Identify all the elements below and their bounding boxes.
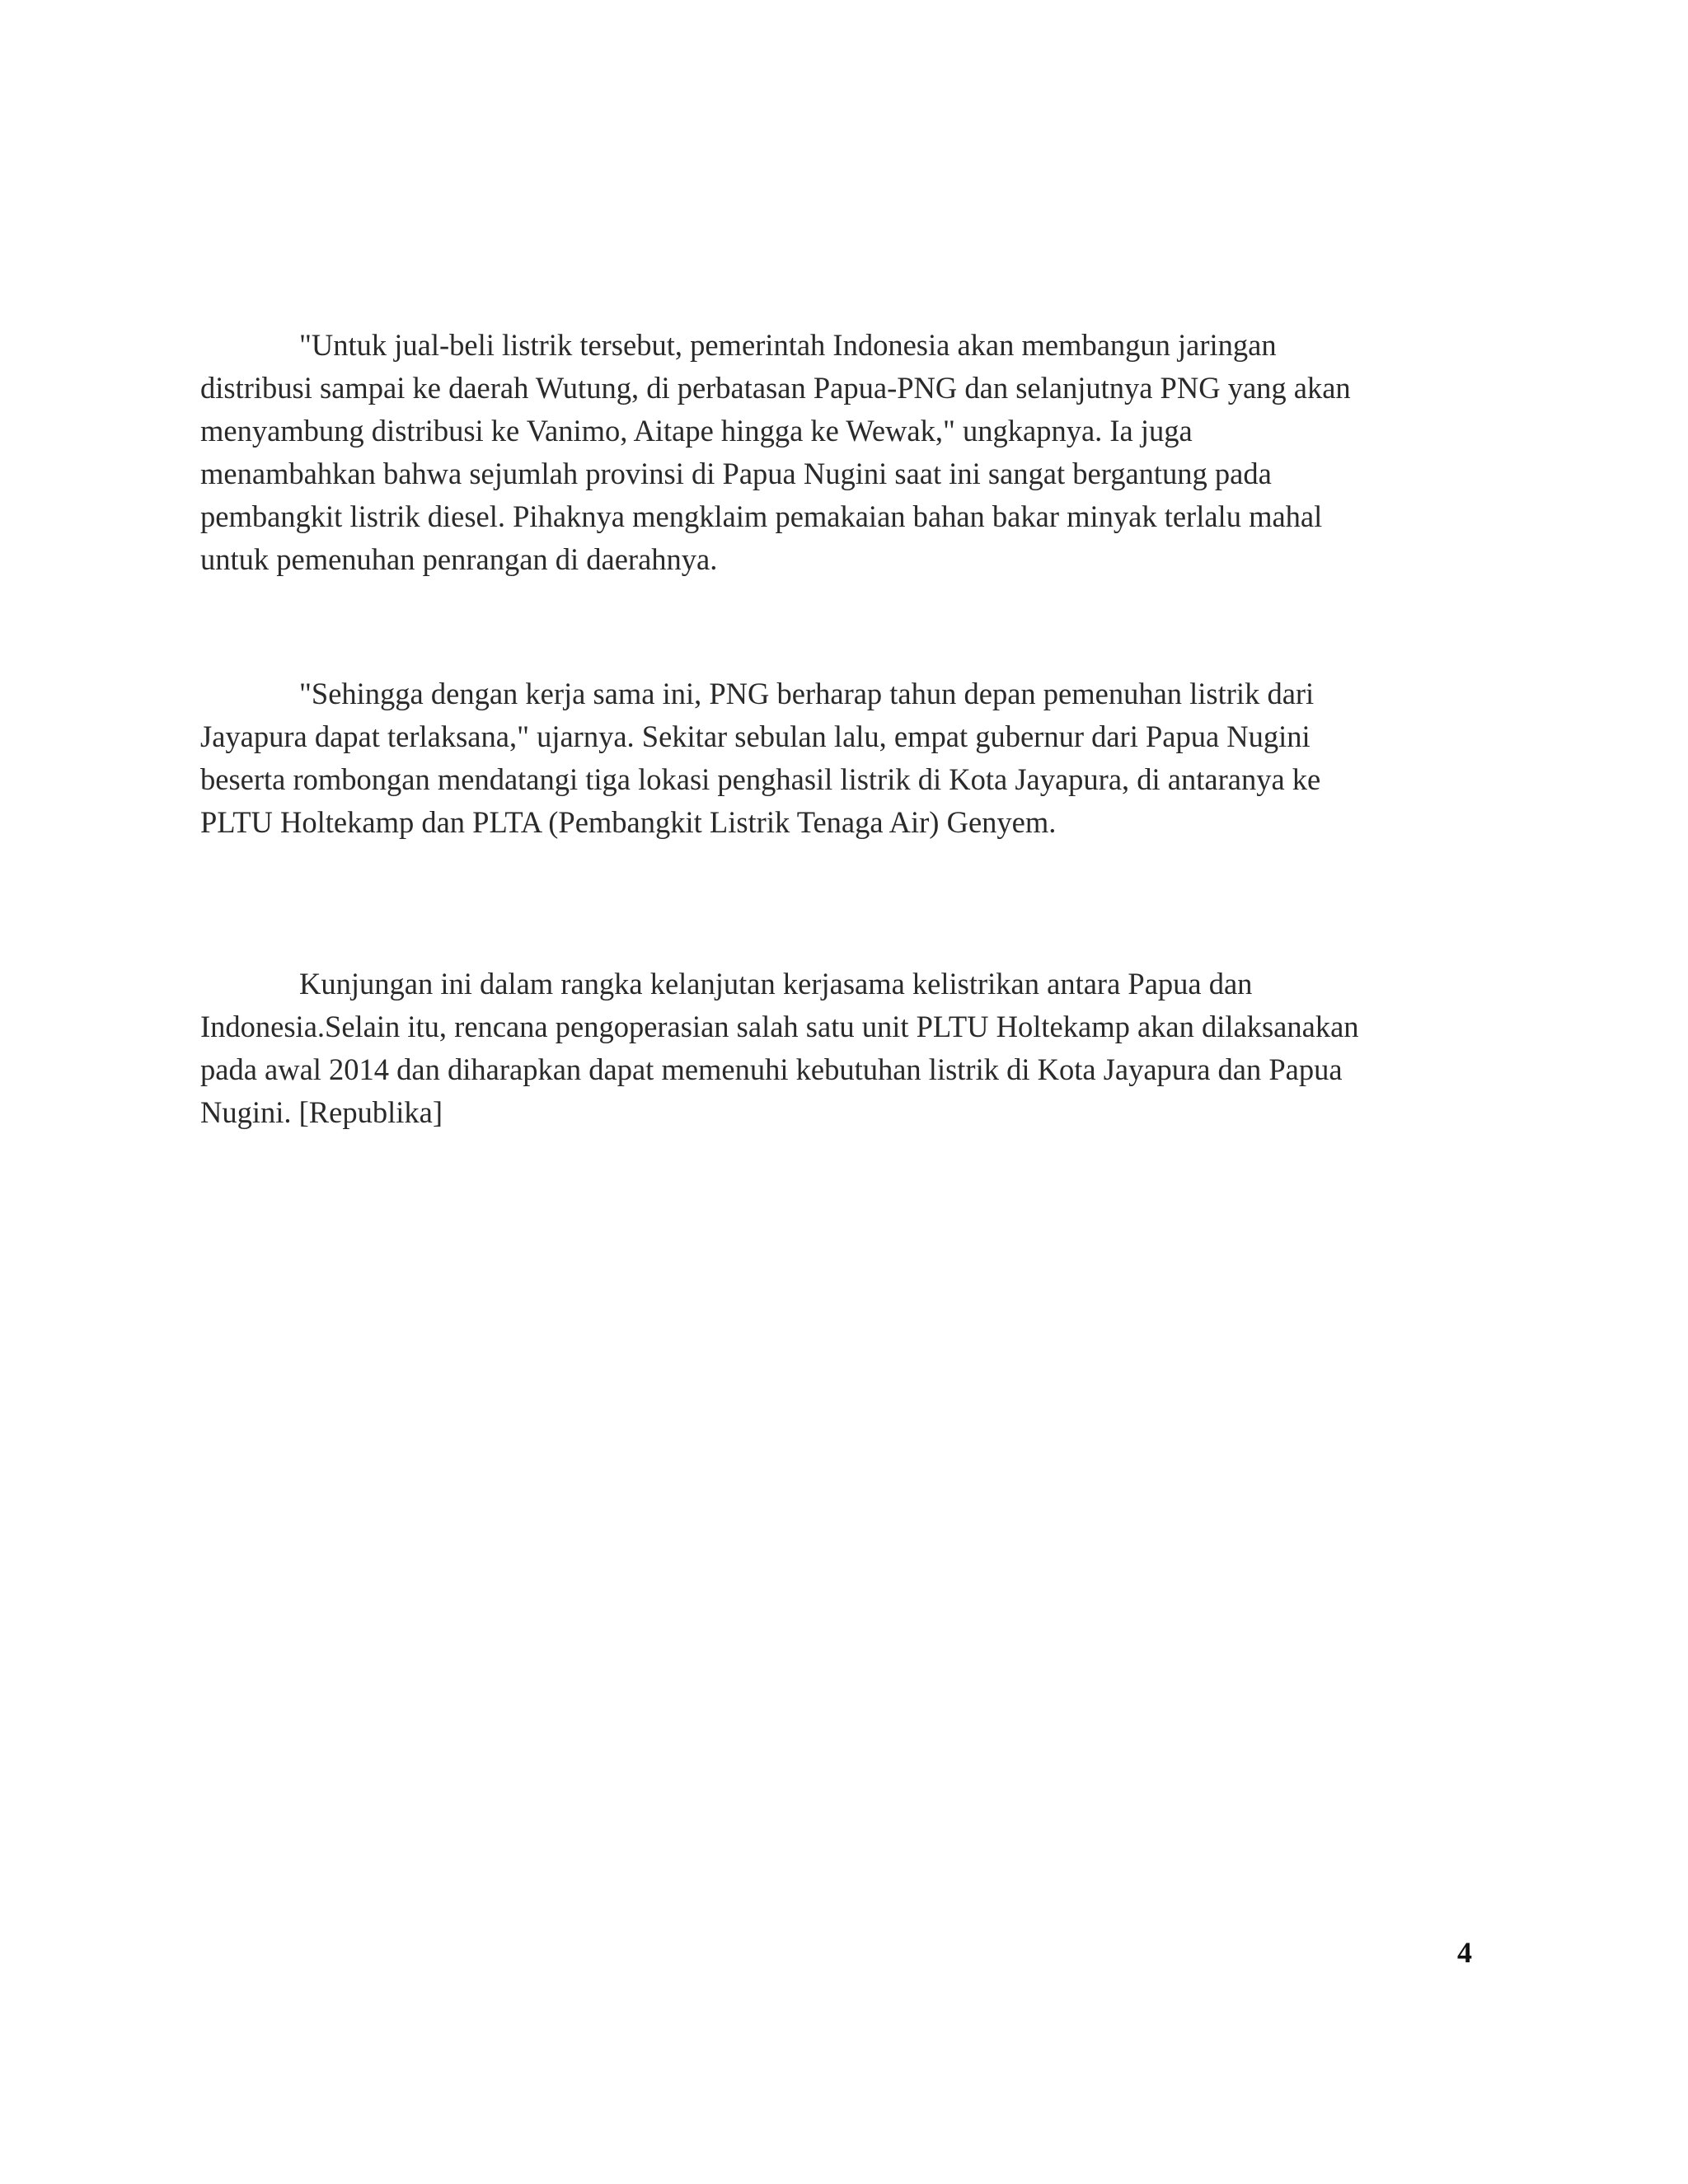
paragraph-line: Jayapura dapat terlaksana," ujarnya. Sekitar sebulan lalu, empat gubernur dari Papua Nugini xyxy=(200,719,1311,753)
paragraph-line: Indonesia.Selain itu, rencana pengoperasian salah satu unit PLTU Holtekamp akan dilaksanakan xyxy=(200,1010,1359,1043)
paragraph-line: pembangkit listrik diesel. Pihaknya mengklaim pemakaian bahan bakar minyak terlalu mahal xyxy=(200,499,1323,533)
paragraph-line: distribusi sampai ke daerah Wutung, di perbatasan Papua-PNG dan selanjutnya PNG yang akan xyxy=(200,371,1351,405)
paragraph-line: "Sehingga dengan kerja sama ini, PNG berharap tahun depan pemenuhan listrik dari xyxy=(299,677,1315,710)
paragraph-line: Nugini. [Republika] xyxy=(200,1095,443,1129)
paragraph-line: pada awal 2014 dan diharapkan dapat memenuhi kebutuhan listrik di Kota Jayapura dan Papua xyxy=(200,1052,1343,1086)
paragraph-line: Kunjungan ini dalam rangka kelanjutan kerjasama kelistrikan antara Papua dan xyxy=(299,967,1253,1001)
paragraph-line: "Untuk jual-beli listrik tersebut, pemerintah Indonesia akan membangun jaringan xyxy=(299,328,1277,362)
paragraph-line: untuk pemenuhan penrangan di daerahnya. xyxy=(200,542,718,576)
paragraph-line: menambahkan bahwa sejumlah provinsi di Papua Nugini saat ini sangat bergantung pada xyxy=(200,457,1272,490)
paragraph-line: PLTU Holtekamp dan PLTA (Pembangkit Listrik Tenaga Air) Genyem. xyxy=(200,805,1057,839)
paragraph-line: beserta rombongan mendatangi tiga lokasi penghasil listrik di Kota Jayapura, di antaranya ke xyxy=(200,762,1321,796)
paragraph-2 xyxy=(200,673,1486,844)
page-number: 4 xyxy=(1457,1936,1472,1969)
paragraph-1 xyxy=(200,324,1486,581)
paragraph-line: menyambung distribusi ke Vanimo, Aitape hingga ke Wewak," ungkapnya. Ia juga xyxy=(200,414,1193,448)
paragraph-3 xyxy=(200,963,1486,1134)
